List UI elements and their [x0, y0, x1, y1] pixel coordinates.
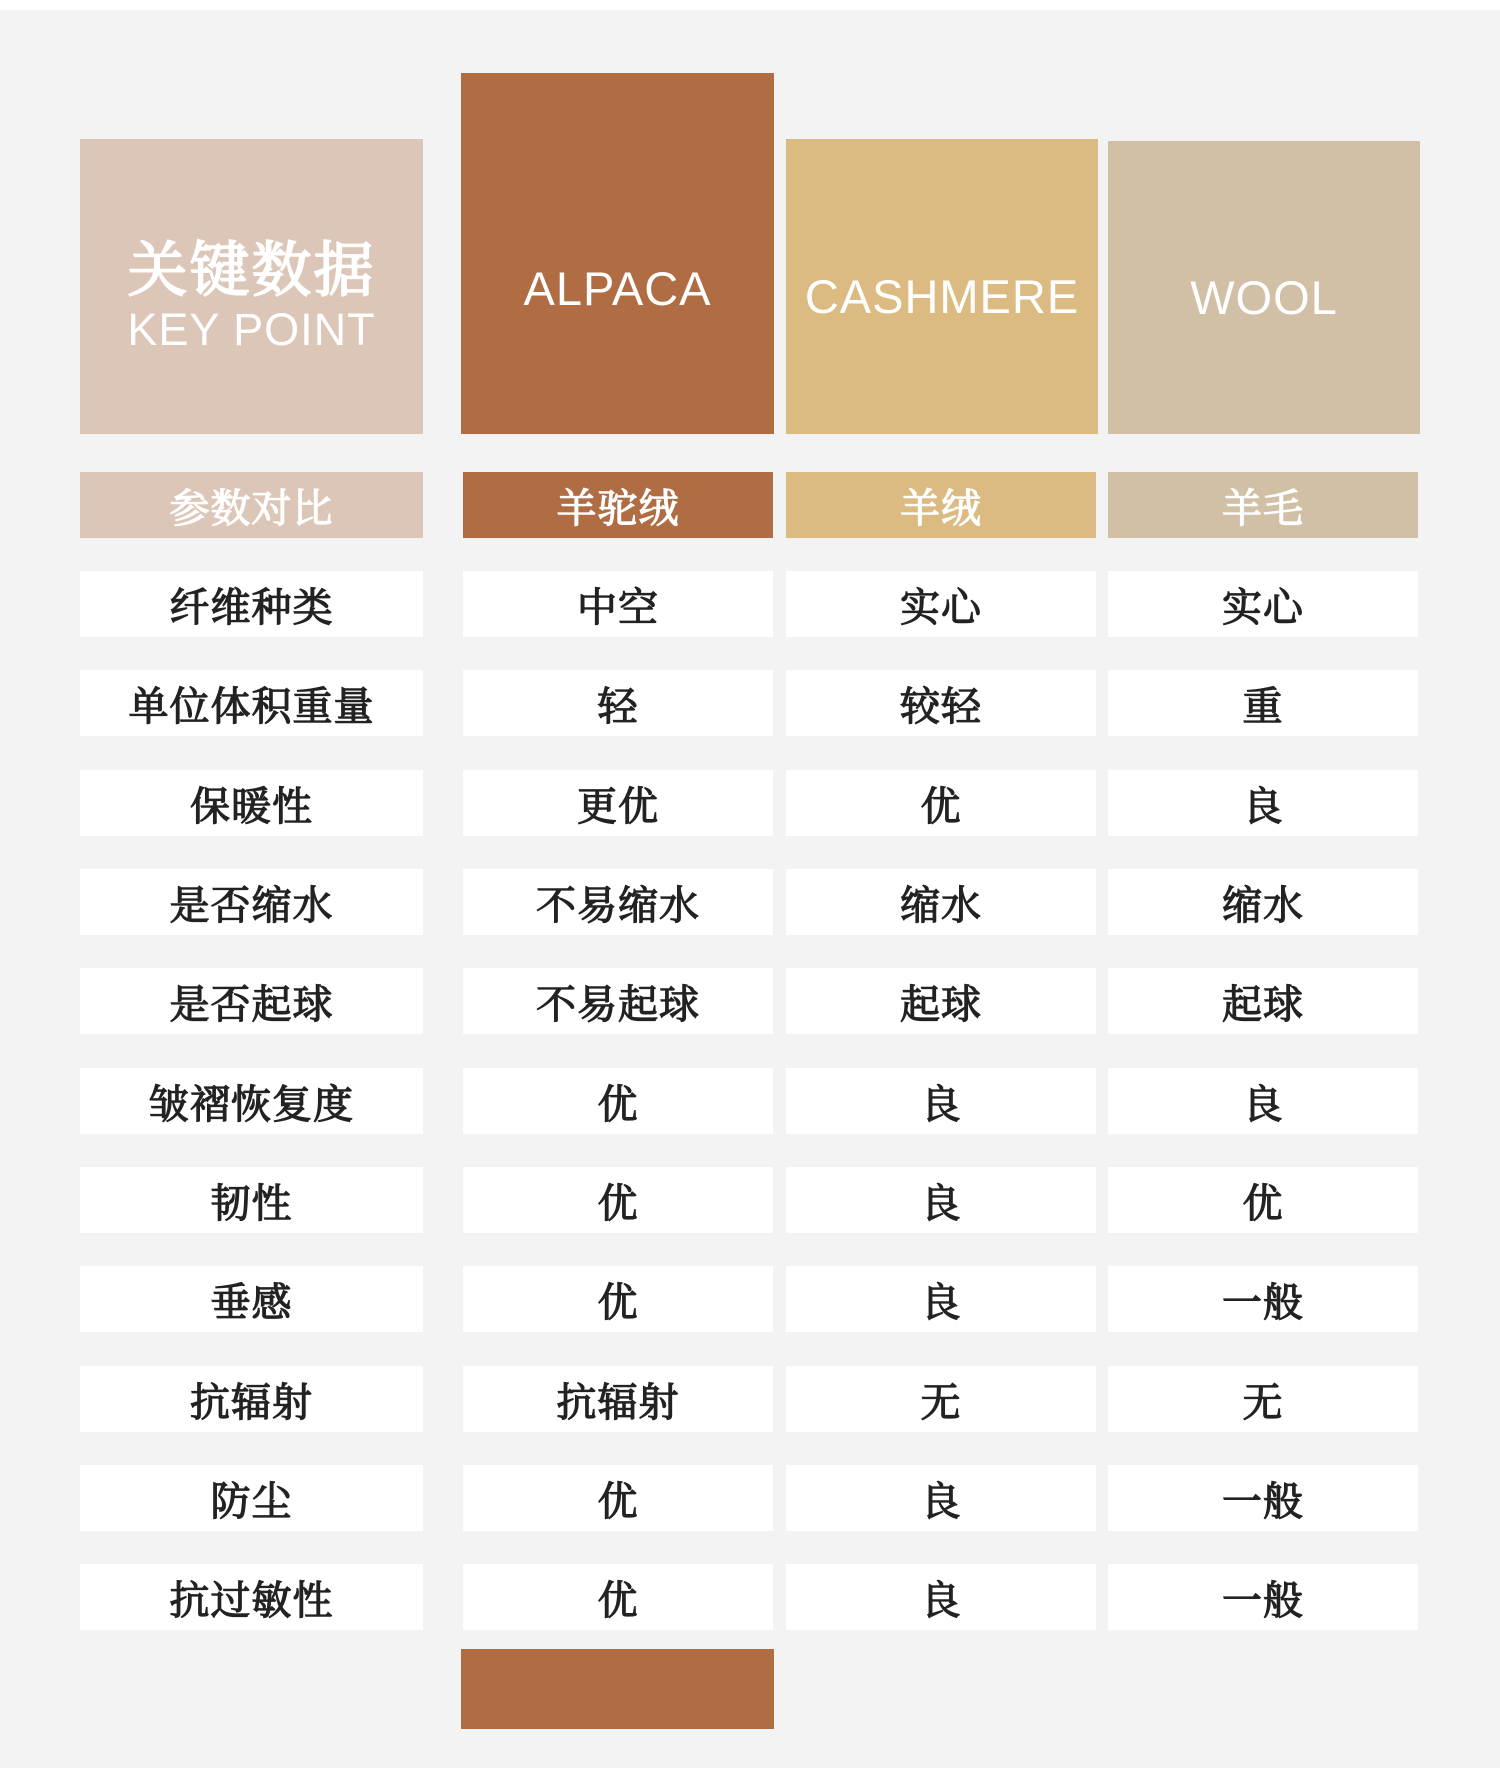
- alpaca-value: 优: [463, 1564, 773, 1630]
- wool-value: 起球: [1108, 968, 1418, 1034]
- cashmere-value: 较轻: [786, 670, 1096, 736]
- table-row: [0, 1167, 1500, 1233]
- wool-value: 一般: [1108, 1564, 1418, 1630]
- row-label: 皱褶恢复度: [80, 1068, 423, 1134]
- alpaca-header: [461, 73, 774, 434]
- wool-value: 良: [1108, 770, 1418, 836]
- alpaca-value: 更优: [463, 770, 773, 836]
- subheader-alpaca: 羊驼绒: [463, 472, 773, 538]
- alpaca-value: 优: [463, 1068, 773, 1134]
- subheader-parameter-compare: 参数对比: [80, 472, 423, 538]
- cashmere-title: CASHMERE: [804, 270, 1080, 323]
- table-row: [0, 670, 1500, 736]
- row-label: 抗辐射: [80, 1366, 423, 1432]
- alpaca-title: ALPACA: [523, 262, 712, 315]
- table-row: [0, 869, 1500, 935]
- row-label: 垂感: [80, 1266, 423, 1332]
- wool-value: 重: [1108, 670, 1418, 736]
- key-point-title-cn: 关键数据: [127, 235, 376, 306]
- wool-value: 良: [1108, 1068, 1418, 1134]
- alpaca-value: 不易起球: [463, 968, 773, 1034]
- row-label: 防尘: [80, 1465, 423, 1531]
- cashmere-value: 优: [786, 770, 1096, 836]
- table-row: [0, 1366, 1500, 1432]
- cashmere-value: 良: [786, 1167, 1096, 1233]
- alpaca-value: 中空: [463, 571, 773, 637]
- table-row: [0, 1465, 1500, 1531]
- wool-header: [1108, 141, 1420, 434]
- wool-title: WOOL: [1190, 271, 1338, 324]
- wool-value: 优: [1108, 1167, 1418, 1233]
- table-row: [0, 1266, 1500, 1332]
- row-label: 保暖性: [80, 770, 423, 836]
- alpaca-value: 优: [463, 1465, 773, 1531]
- cashmere-value: 实心: [786, 571, 1096, 637]
- wool-value: 实心: [1108, 571, 1418, 637]
- alpaca-bottom-bar: [461, 1649, 774, 1729]
- alpaca-value: 抗辐射: [463, 1366, 773, 1432]
- top-strip: [0, 0, 1500, 10]
- key-point-title-en: KEY POINT: [127, 303, 376, 355]
- cashmere-value: 良: [786, 1266, 1096, 1332]
- subheader-cashmere: 羊绒: [786, 472, 1096, 538]
- alpaca-value: 优: [463, 1266, 773, 1332]
- cashmere-value: 良: [786, 1564, 1096, 1630]
- alpaca-value: 轻: [463, 670, 773, 736]
- cashmere-value: 无: [786, 1366, 1096, 1432]
- row-label: 韧性: [80, 1167, 423, 1233]
- wool-value: 一般: [1108, 1266, 1418, 1332]
- wool-value: 无: [1108, 1366, 1418, 1432]
- cashmere-value: 缩水: [786, 869, 1096, 935]
- key-point-header: [80, 139, 423, 434]
- row-label: 是否起球: [80, 968, 423, 1034]
- row-label: 单位体积重量: [80, 670, 423, 736]
- alpaca-value: 优: [463, 1167, 773, 1233]
- cashmere-value: 起球: [786, 968, 1096, 1034]
- row-label: 纤维种类: [80, 571, 423, 637]
- table-row: [0, 1068, 1500, 1134]
- wool-value: 缩水: [1108, 869, 1418, 935]
- cashmere-value: 良: [786, 1068, 1096, 1134]
- cashmere-header: [786, 139, 1098, 434]
- alpaca-value: 不易缩水: [463, 869, 773, 935]
- cashmere-value: 良: [786, 1465, 1096, 1531]
- table-row: [0, 571, 1500, 637]
- row-label: 抗过敏性: [80, 1564, 423, 1630]
- wool-value: 一般: [1108, 1465, 1418, 1531]
- subheader-wool: 羊毛: [1108, 472, 1418, 538]
- table-row: [0, 968, 1500, 1034]
- table-row: [0, 770, 1500, 836]
- table-row: [0, 1564, 1500, 1630]
- row-label: 是否缩水: [80, 869, 423, 935]
